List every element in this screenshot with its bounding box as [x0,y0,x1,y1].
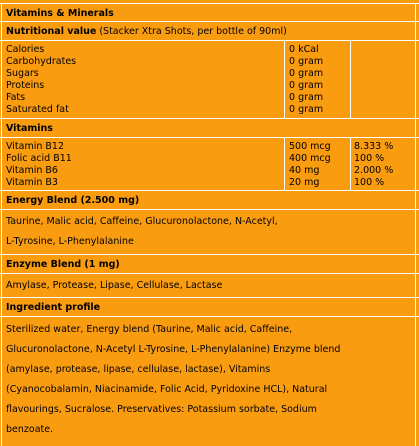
divider [0,118,419,119]
nutrient-value: 0 gram [289,92,324,103]
nutritional-label: Nutritional value [6,26,97,37]
nutritional-sub: (Stacker Xtra Shots, per bottle of 90ml) [96,26,287,37]
nutrient-name: Calories [6,44,45,55]
divider [0,273,419,274]
energy-label: Energy Blend (2.500 mg) [6,195,140,206]
nutrient-name: Fats [6,92,26,103]
divider [0,40,419,41]
divider [0,297,419,298]
vitamins-label: Vitamins [6,123,53,134]
divider [0,316,419,317]
vitamin-pct: 100 % [354,177,385,188]
nutrient-name: Saturated fat [6,104,69,115]
ingredient-line: Glucuronolactone, N-Acetyl L-Tyrosine, L-Phenylalanine) Enzyme blend [6,344,341,355]
nutrient-name: Proteins [6,80,45,91]
nutrient-value: 0 gram [289,68,324,79]
nutrient-name: Carbohydrates [6,56,77,67]
column-divider [350,41,351,118]
divider [0,209,419,210]
nutrient-value: 0 gram [289,56,324,67]
ingredient-line: Sterilized water, Energy blend (Taurine, Malic acid, Caffeine, [6,324,293,335]
ingredient-line: (amylase, protease, lipase, cellulase, lactase), Vitamins [6,364,271,375]
nutrient-value: 0 kCal [289,44,319,55]
ingredients-label: Ingredient profile [6,302,101,313]
divider [0,137,419,138]
table-border-left [1,3,2,446]
column-divider [350,138,351,190]
vitamin-name: Folic acid B11 [6,153,72,164]
vitamin-name: Vitamin B3 [6,177,58,188]
column-divider [284,138,285,190]
divider [0,190,419,191]
vitamin-value: 400 mcg [289,153,331,164]
enzyme-label: Enzyme Blend (1 mg) [6,259,120,270]
nutrient-name: Sugars [6,68,39,79]
divider [0,254,419,255]
energy-line: Taurine, Malic acid, Caffeine, Glucuronolactone, N-Acetyl, [6,216,278,227]
nutrient-value: 0 gram [289,80,324,91]
vitamin-name: Vitamin B6 [6,165,58,176]
table-border-right [415,3,416,446]
table-border-top [0,3,419,4]
vitamin-value: 40 mg [289,165,320,176]
energy-line: L-Tyrosine, L-Phenylalanine [6,236,134,247]
nutrient-value: 0 gram [289,104,324,115]
enzyme-line: Amylase, Protease, Lipase, Cellulase, Lactase [6,280,223,291]
ingredient-line: (Cyanocobalamin, Niacinamide, Folic Acid, Pyridoxine HCL), Natural [6,384,328,395]
divider [0,21,419,22]
nutritional-header [6,26,287,38]
ingredient-line: flavourings, Sucralose. Preservatives: Potassium sorbate, Sodium [6,404,317,415]
vitamin-pct: 8.333 % [354,141,394,152]
vitamin-pct: 100 % [354,153,385,164]
section-title: Vitamins & Minerals [6,8,114,19]
vitamin-name: Vitamin B12 [6,141,65,152]
vitamin-pct: 2.000 % [354,165,394,176]
column-divider [284,41,285,118]
vitamin-value: 20 mg [289,177,320,188]
ingredient-line: benzoate. [6,424,54,435]
vitamin-value: 500 mcg [289,141,331,152]
